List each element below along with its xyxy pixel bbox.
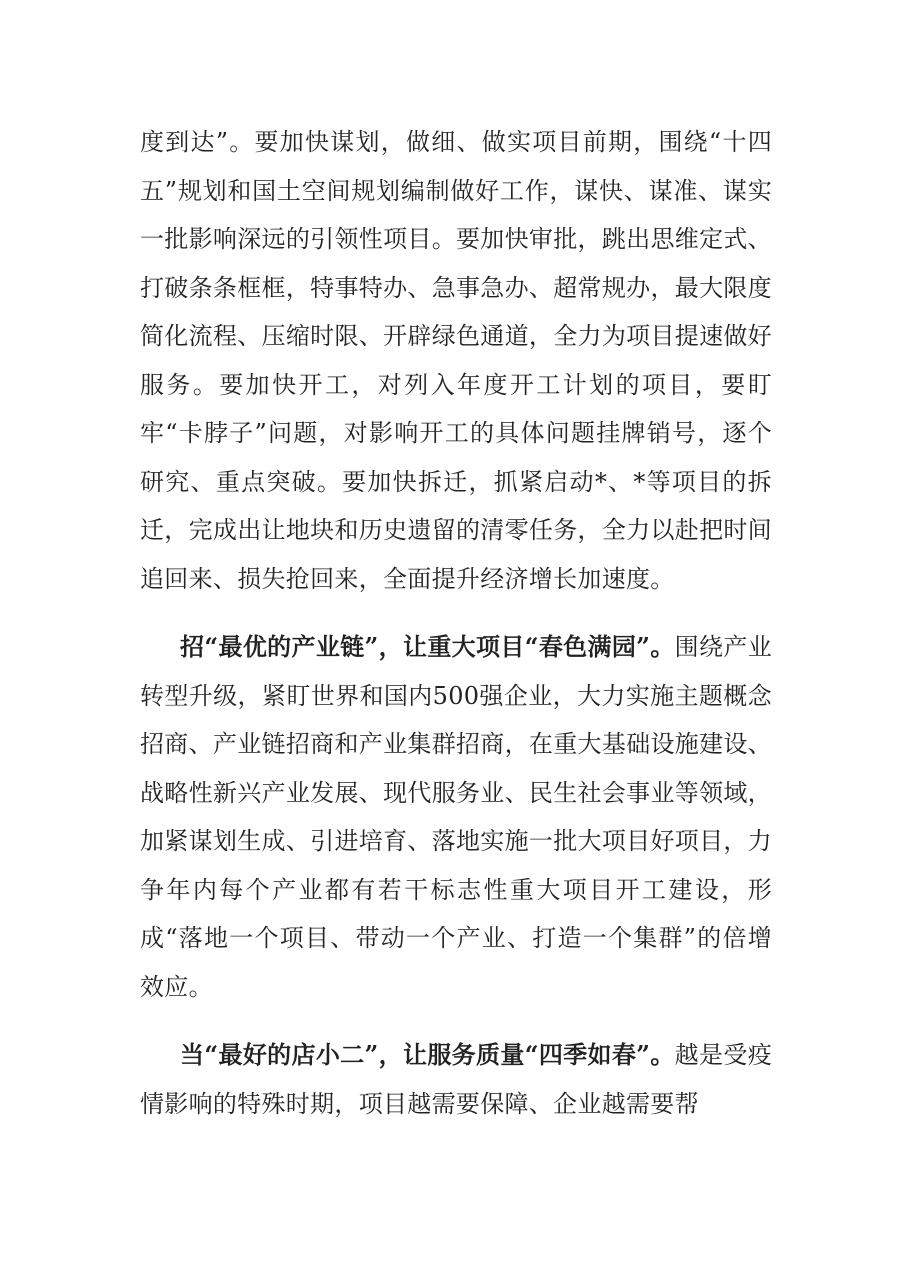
paragraph-continued	[140, 118, 772, 603]
paragraph-industry-chain	[140, 623, 772, 1011]
paragraph-text: 越是受疫情影响的特殊时期，项目越需要保障、企业越需要帮	[140, 1041, 772, 1118]
document-body	[140, 118, 772, 1148]
paragraph-service-quality	[140, 1031, 772, 1128]
paragraph-text: 围绕产业转型升级，紧盯世界和国内500强企业，大力实施主题概念招商、产业链招商和产业集群招商，在重大基础设施建设、战略性新兴产业发展、现代服务业、民生社会事业等领域，加紧谋划生成、引进培育、落地实施一批大项目好项目，力争年内每个产业都有若干标志性重大项目开工建设，形成“落地一个项目、带动一个产业、打造一个集群”的倍增效应。	[140, 633, 772, 1001]
paragraph-lead-heading: 当“最好的店小二”，让服务质量“四季如春”。	[180, 1040, 675, 1069]
paragraph-text: 度到达”。要加快谋划，做细、做实项目前期，围绕“十四五”规划和国土空间规划编制做好工作，谋快、谋准、谋实一批影响深远的引领性项目。要加快审批，跳出思维定式、打破条条框框，特事特办、急事急办、超常规办，最大限度简化流程、压缩时限、开辟绿色通道，全力为项目提速做好服务。要加快开工，对列入年度开工计划的项目，要盯牢“卡脖子”问题，对影响开工的具体问题挂牌销号，逐个研究、重点突破。要加快拆迁，抓紧启动*、*等项目的拆迁，完成出让地块和历史遗留的清零任务，全力以赴把时间追回来、损失抢回来，全面提升经济增长加速度。	[140, 128, 772, 593]
paragraph-lead-heading: 招“最优的产业链”，让重大项目“春色满园”。	[180, 632, 675, 661]
